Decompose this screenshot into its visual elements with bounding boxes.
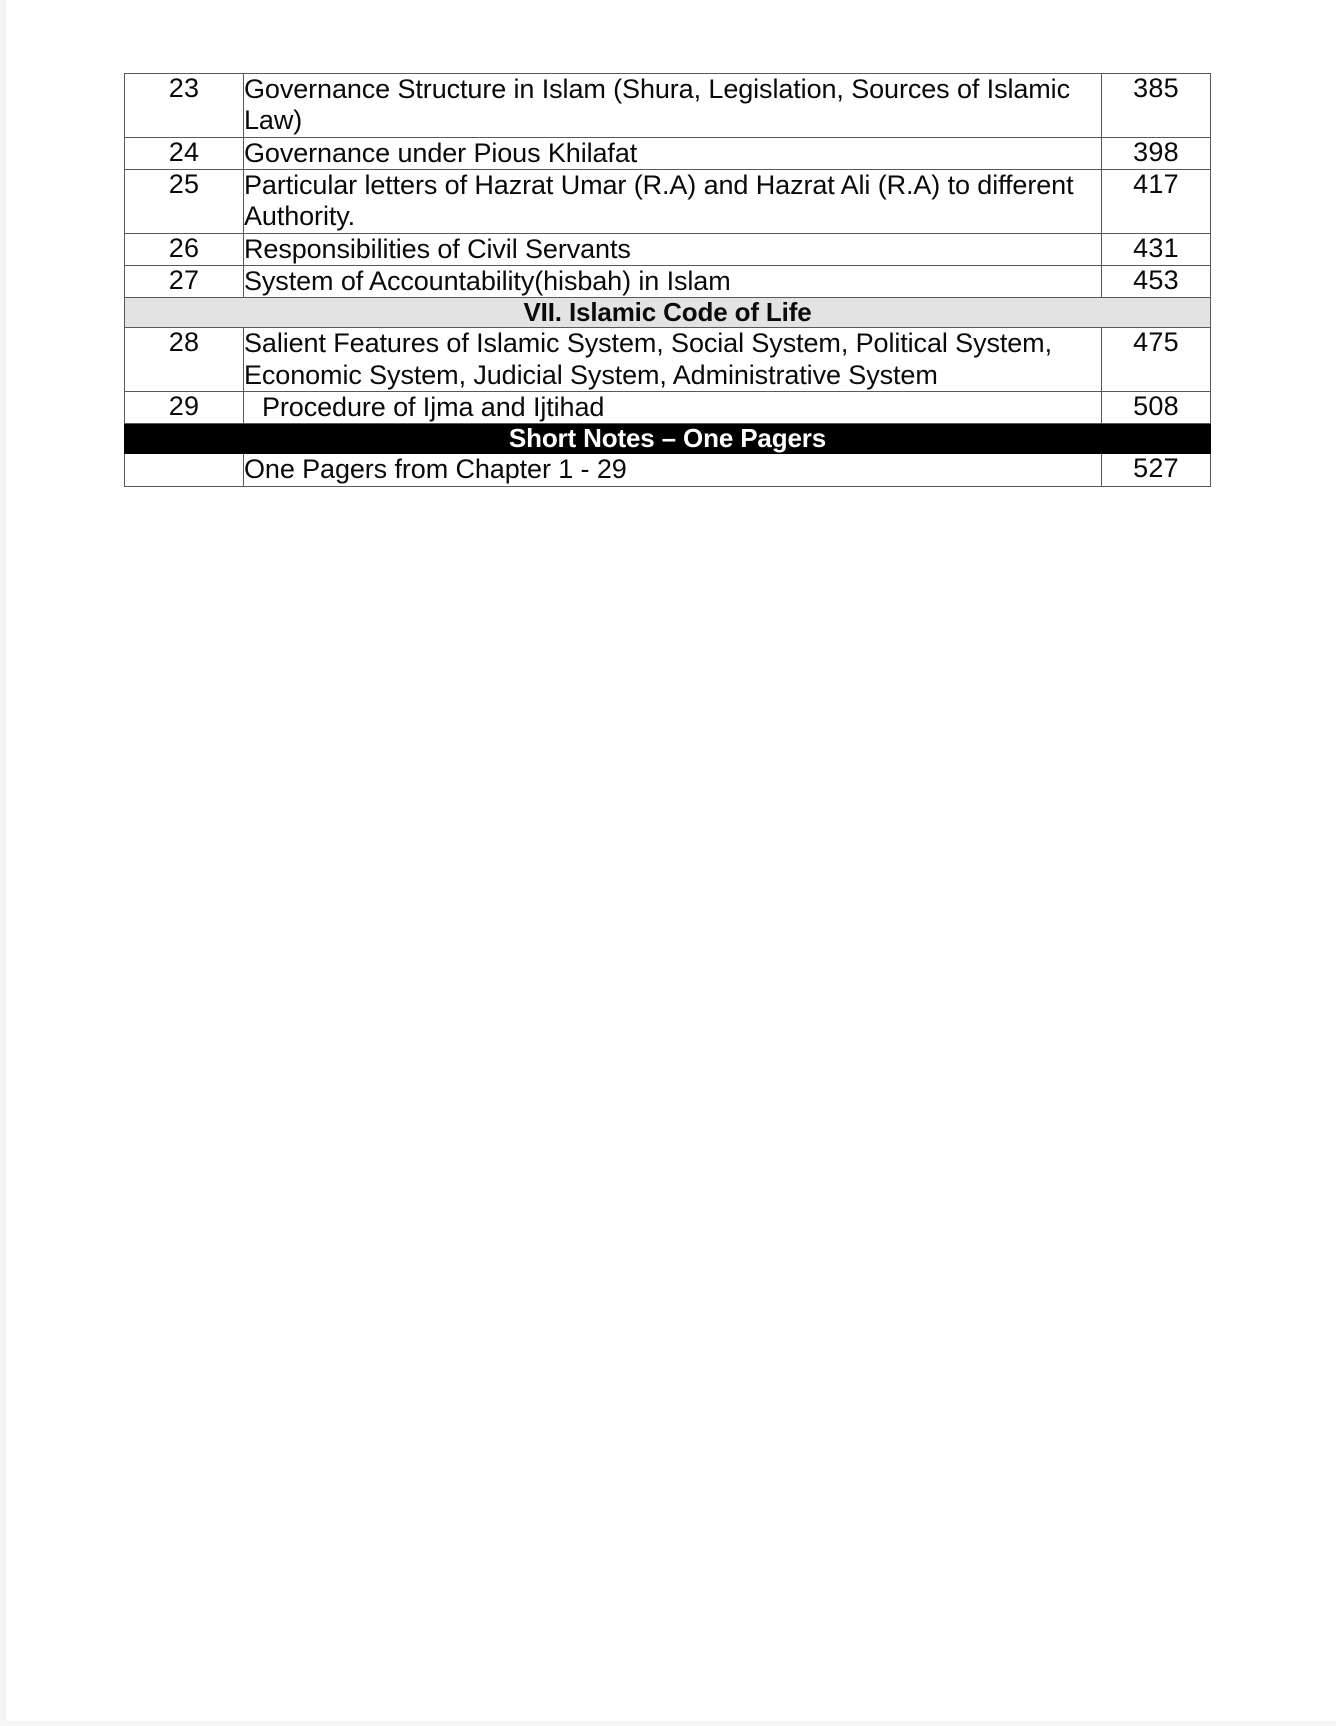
- chapter-number-cell: 23: [125, 74, 244, 138]
- table-of-contents: [124, 73, 1210, 487]
- table-row: [125, 424, 1211, 454]
- page-number-cell: 398: [1102, 137, 1211, 169]
- chapter-title-cell: Governance under Pious Khilafat: [244, 137, 1102, 169]
- toc-table: [124, 73, 1211, 487]
- chapter-title-cell: Salient Features of Islamic System, Social System, Political System, Economic System, Judicial System, Administrative System: [244, 328, 1102, 392]
- chapter-number-cell: 26: [125, 233, 244, 265]
- chapter-title-cell: Particular letters of Hazrat Umar (R.A) and Hazrat Ali (R.A) to different Authority.: [244, 169, 1102, 233]
- table-row: [125, 169, 1211, 233]
- chapter-title-cell: Responsibilities of Civil Servants: [244, 233, 1102, 265]
- chapter-number-cell: 24: [125, 137, 244, 169]
- chapter-title-cell: Governance Structure in Islam (Shura, Legislation, Sources of Islamic Law): [244, 74, 1102, 138]
- table-row: [125, 328, 1211, 392]
- table-row: [125, 391, 1211, 423]
- table-row: [125, 454, 1211, 486]
- table-row: [125, 137, 1211, 169]
- table-row: [125, 74, 1211, 138]
- page-number-cell: 527: [1102, 454, 1211, 486]
- page-number-cell: 417: [1102, 169, 1211, 233]
- section-heading-light: VII. Islamic Code of Life: [125, 298, 1211, 328]
- chapter-number-cell: 27: [125, 265, 244, 297]
- page-number-cell: 431: [1102, 233, 1211, 265]
- scan-edge-left: [0, 0, 6, 1726]
- chapter-title-cell: System of Accountability(hisbah) in Islam: [244, 265, 1102, 297]
- table-row: [125, 265, 1211, 297]
- page-number-cell: 453: [1102, 265, 1211, 297]
- chapter-number-cell: 29: [125, 391, 244, 423]
- chapter-number-cell: [125, 454, 244, 486]
- chapter-number-cell: 25: [125, 169, 244, 233]
- page-number-cell: 508: [1102, 391, 1211, 423]
- scan-edge-bottom: [0, 1721, 1336, 1726]
- table-row: [125, 233, 1211, 265]
- chapter-title-cell: One Pagers from Chapter 1 - 29: [244, 454, 1102, 486]
- page-number-cell: 385: [1102, 74, 1211, 138]
- page-number-cell: 475: [1102, 328, 1211, 392]
- table-row: [125, 298, 1211, 328]
- toc-table-body: [125, 74, 1211, 487]
- chapter-title-cell: Procedure of Ijma and Ijtihad: [244, 391, 1102, 423]
- chapter-number-cell: 28: [125, 328, 244, 392]
- section-heading-dark: Short Notes – One Pagers: [125, 424, 1211, 454]
